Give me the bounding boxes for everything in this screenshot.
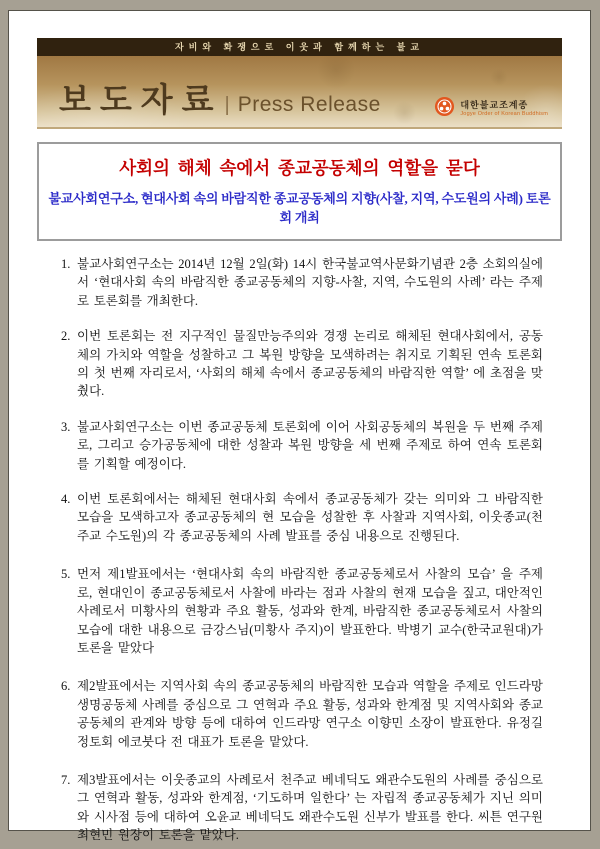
paragraph-text: 먼저 제1발표에서는 ‘현대사회 속의 바람직한 종교공동체로서 사찰의 모습’ 을 주제로, 현대인이 종교공동체로서 사찰에 바라는 점과 사찰의 현재 모습을 짚고, 대안적인 사례로서 미황사의 현황과 주요 활동, 성과와 한계, 바람직한 종교공동체로서 사찰의 모습에 대한 내용으로 금강스님(미황사 주지)이 발표한다. 박병기 교수(한국교원대)가 토론을 맡았다 (77, 567, 543, 655)
org-name: 대한불교조계종 (460, 100, 529, 111)
banner-title-row (59, 74, 381, 121)
paragraph (61, 490, 543, 545)
paragraph-number: 1. (61, 257, 71, 271)
org-logo-text (460, 101, 548, 117)
banner-slogan: 자비와 화쟁으로 이웃과 함께하는 불교 (37, 38, 562, 56)
paragraph (61, 771, 543, 845)
org-name-en: Jogye Order of Korean Buddhism (460, 110, 548, 117)
org-logo (434, 96, 548, 122)
press-body (37, 255, 562, 845)
banner-title: 보도자료 (59, 81, 223, 118)
press-release-page (8, 10, 591, 843)
jogye-order-logo-icon (434, 96, 455, 122)
paragraph-text: 불교사회연구소는 이번 종교공동체 토론회에 이어 사회공동체의 복원을 두 번째 주제로, 그리고 승가공동체에 대한 성찰과 복원 방향을 세 번째 주제로 하여 연속 토론회를 기획할 예정이다. (77, 419, 543, 471)
paragraph-number: 5. (61, 567, 71, 582)
paragraph (61, 327, 543, 401)
paragraph-number: 6. (61, 679, 71, 694)
paragraph (61, 418, 543, 473)
banner-main (37, 56, 562, 129)
paragraph-number: 2. (61, 329, 71, 344)
paragraph-number: 4. (61, 492, 71, 507)
paragraph-text: 제2발표에서는 지역사회 속의 종교공동체의 바람직한 모습과 역할을 주제로 인드라망 생명공동체 사례를 중심으로 그 연혁과 주요 활동, 성과와 한계점 및 지역사회와 종교공동체의 관계와 방향 등에 대하여 인드라망 연구소 이향민 소장이 발표한다. 유정길 정토회 에코붓다 전 대표가 토론을 맡았다. (77, 679, 543, 749)
paragraph-text: 이번 토론회는 전 지구적인 물질만능주의와 경쟁 논리로 해체된 현대사회에서, 공동체의 가치와 역할을 성찰하고 그 복원 방향을 모색하려는 취지로 기획된 연속 토론회의 첫 번째 자리로서, ‘사회의 해체 속에서 종교공동체의 바람직한 역할’ 에 초점을 맞췄다. (77, 329, 543, 399)
paragraph-text: 이번 토론회에서는 해체된 현대사회 속에서 종교공동체가 갖는 의미와 그 바람직한 모습을 모색하고자 종교공동체의 현 모습을 성찰한 후 사찰과 지역사회, 이웃종교(천주교 수도원)의 각 종교공동체의 사례 발표를 중심 내용으로 진행된다. (77, 492, 543, 543)
paragraph (61, 677, 543, 751)
paragraph-number: 7. (61, 772, 71, 787)
paragraph-text: 불교사회연구소는 2014년 12월 2일(화) 14시 한국불교역사문화기념관 2층 소회의실에서 ‘현대사회 속의 바람직한 종교공동체의 지향-사찰, 지역, 수도원의 사례’ 라는 주제로 토론회를 개최한다. (77, 257, 543, 308)
paragraph-text: 제3발표에서는 이웃종교의 사례로서 천주교 베네딕도 왜관수도원의 사례를 중심으로 그 연혁과 활동, 성과와 한계점, ‘기도하며 일한다’ 는 자립적 종교공동체가 지닌 의미와 시사점 등에 대하여 오윤교 베네딕도 왜관수도원 신부가 발표를 한다. 씨튼 연구원 최현민 원장이 토론을 맡았다. (77, 772, 543, 843)
paragraph-number: 3. (61, 419, 71, 434)
headline-box (37, 142, 562, 241)
banner-subtitle-en: Press Release (237, 93, 381, 116)
banner-divider: | (224, 94, 230, 116)
banner (37, 38, 562, 129)
paragraph (61, 255, 543, 310)
headline-title: 사회의 해체 속에서 종교공동체의 역할을 묻다 (119, 158, 480, 178)
headline-subtitle: 불교사회연구소, 현대사회 속의 바람직한 종교공동체의 지향(사찰, 지역, 수도원의 사례) 토론회 개최 (48, 191, 551, 225)
paragraph (61, 565, 543, 657)
